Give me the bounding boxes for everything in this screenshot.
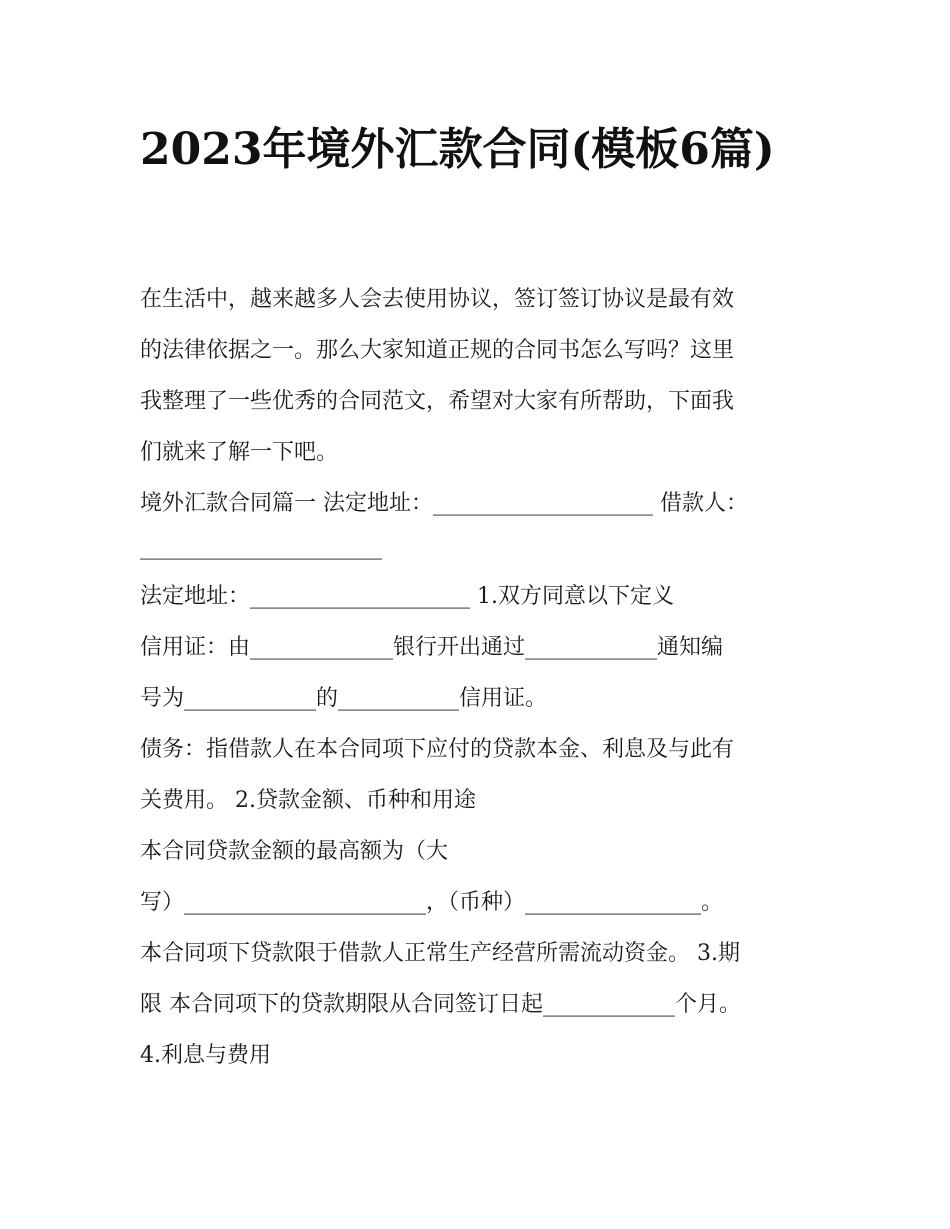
body-line-purpose: 本合同项下贷款限于借款人正常生产经营所需流动资金。 3.期 <box>140 941 740 966</box>
body-line-credit-number: 号为____________的___________信用证。 <box>140 686 548 711</box>
body-line-section-1: 境外汇款合同篇一 法定地址：____________________ 借款人： <box>140 491 748 516</box>
body-line-debt-1: 债务：指借款人在本合同项下应付的贷款本金、利息及与此有 <box>140 737 735 762</box>
body-line-credit-letter: 信用证：由_____________银行开出通过____________通知编 <box>140 635 724 660</box>
body-line-borrower-blank: ______________________ <box>140 535 382 560</box>
body-line-amount-1: 本合同贷款金额的最高额为（大 <box>140 839 449 864</box>
body-line-intro-2: 的法律依据之一。那么大家知道正规的合同书怎么写吗？这里 <box>140 338 735 363</box>
body-line-debt-2: 关费用。 2.贷款金额、币种和用途 <box>140 788 476 813</box>
body-line-term: 限 本合同项下的贷款期限从合同签订日起____________个月。 <box>140 992 741 1017</box>
document-title: 2023年境外汇款合同(模板6篇) <box>140 124 775 175</box>
body-line-intro-3: 我整理了一些优秀的合同范文，希望对大家有所帮助，下面我 <box>140 389 735 414</box>
body-line-amount-2: 写）______________________，（币种）________________。 <box>140 890 724 915</box>
body-line-intro-4: 们就来了解一下吧。 <box>140 440 339 465</box>
body-line-interest-heading: 4.利息与费用 <box>140 1043 271 1068</box>
body-line-intro-1: 在生活中，越来越多人会去使用协议，签订签订协议是最有效 <box>140 287 735 312</box>
body-line-address: 法定地址：____________________ 1.双方同意以下定义 <box>140 584 674 609</box>
